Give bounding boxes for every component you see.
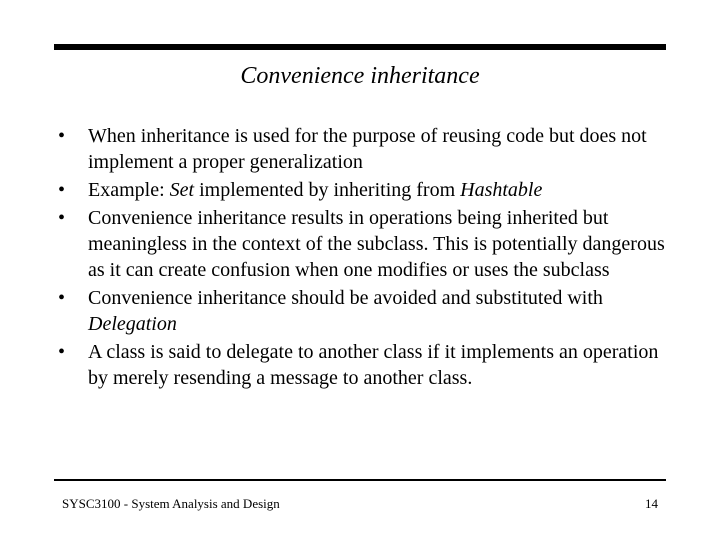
bullet-emphasis-text: Set <box>169 179 195 201</box>
bullet-item <box>58 205 670 283</box>
footer-course-title: SYSC3100 - System Analysis and Design <box>62 496 280 511</box>
bullet-dot-icon: • <box>58 341 66 363</box>
bullet-item <box>58 123 670 175</box>
bullet-item <box>58 285 670 337</box>
bullet-dot-icon: • <box>58 207 66 229</box>
bullet-text: Convenience inheritance results in operations being inherited but meaningless in the context of the subclass. This is potentially dangerous as it can create confusion when one modifies or uses the subclass <box>88 207 665 281</box>
footer-page-number: 14 <box>645 496 658 511</box>
bullet-text: implemented by inheriting from <box>194 179 461 201</box>
bullet-dot-icon: • <box>58 287 66 309</box>
title-top-rule <box>54 44 666 50</box>
bullet-emphasis-text: Hashtable <box>460 179 543 201</box>
bullet-item <box>58 177 670 203</box>
bullet-dot-icon: • <box>58 125 66 147</box>
bullet-list <box>58 123 670 393</box>
bullet-emphasis-text: Delegation <box>88 313 177 335</box>
footer-rule <box>54 479 666 481</box>
bullet-dot-icon: • <box>58 179 66 201</box>
bullet-text: Convenience inheritance should be avoided and substituted with <box>88 287 603 309</box>
bullet-text: A class is said to delegate to another class if it implements an operation by merely resending a message to another class. <box>88 341 659 389</box>
bullet-item <box>58 339 670 391</box>
bullet-text: When inheritance is used for the purpose of reusing code but does not implement a proper generalization <box>88 125 647 173</box>
slide-title: Convenience inheritance <box>240 63 480 89</box>
bullet-text: Example: <box>88 179 170 201</box>
